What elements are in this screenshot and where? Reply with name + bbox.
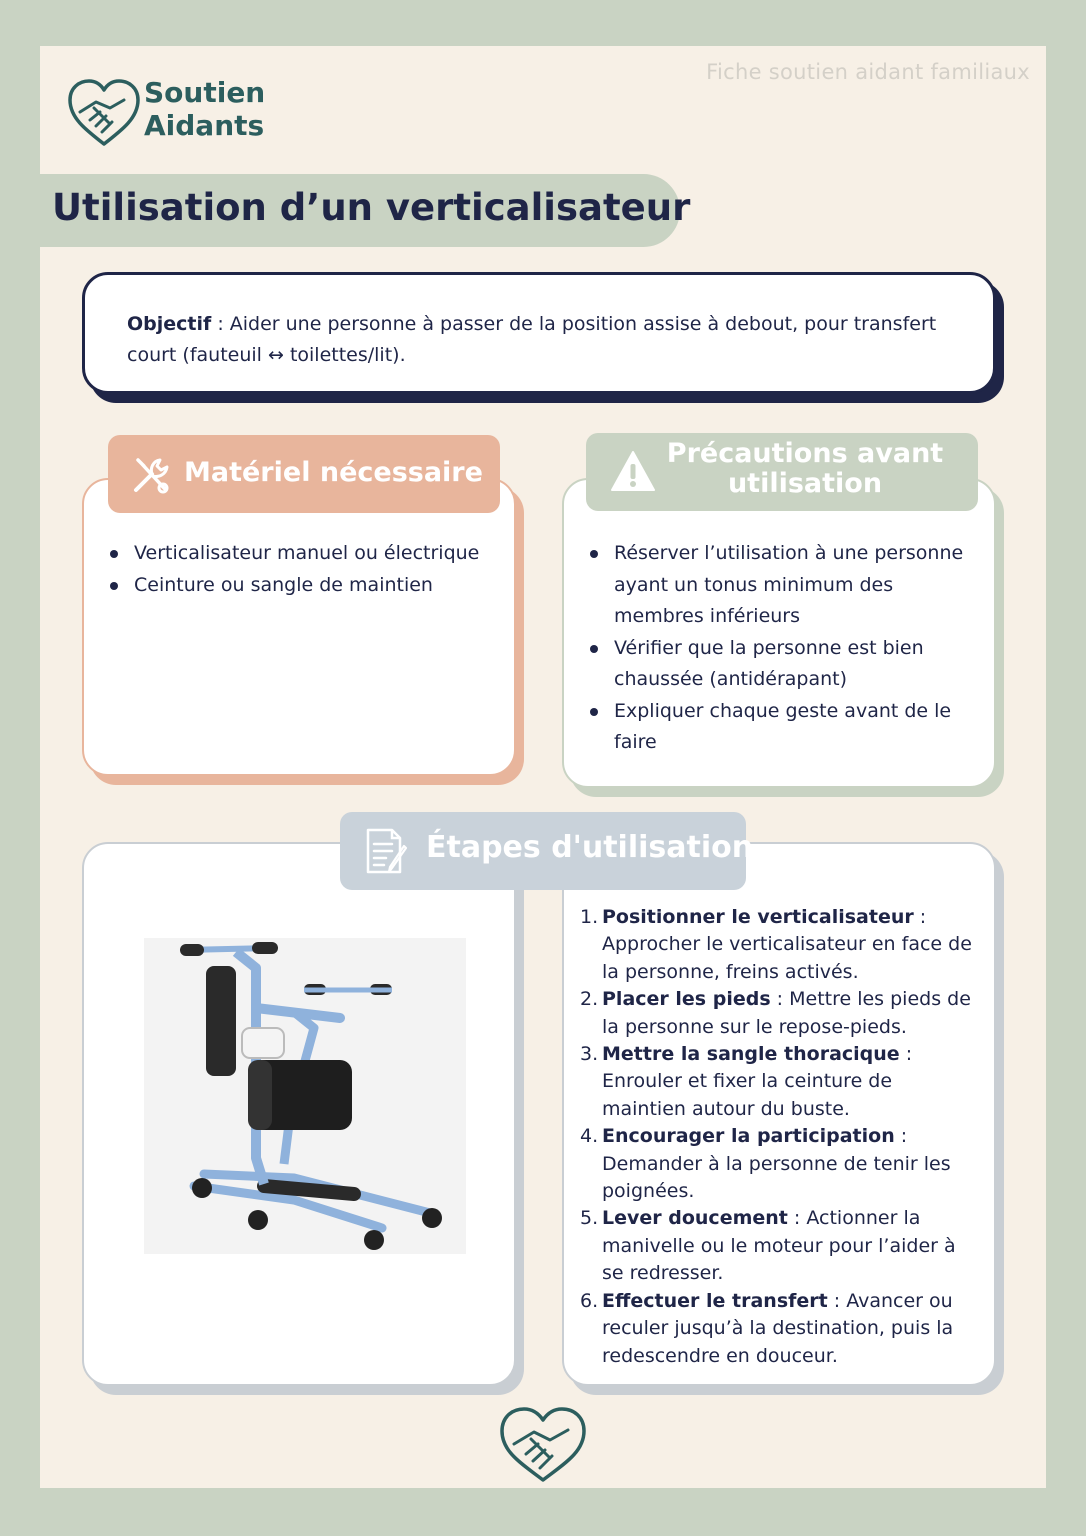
step-item: 5. Lever doucement : Actionner la manivelle ou le moteur pour l’aider à se redresser. [580,1207,956,1285]
step-item: 1. Positionner le verticalisateur : Approcher le verticalisateur en face de la personne, freins activés. [580,906,972,983]
materiel-header [108,435,500,513]
image-card [82,842,516,1386]
brand-logo [66,76,326,146]
verticalisateur-image [144,938,466,1254]
warning-icon [610,450,656,492]
tools-icon [130,454,172,496]
precautions-header [586,433,978,511]
precautions-list [586,538,981,759]
objective-body: : Aider une personne à passer de la position assise à debout, pour transfert court (fauteuil ↔ toilettes/lit). [127,313,937,366]
heart-handshake-icon [66,78,142,148]
materiel-title: Matériel nécessaire [184,457,483,488]
brand-name-line2: Aidants [144,109,265,142]
objective-text [127,309,953,371]
brand-name-line1: Soutien [144,76,266,109]
list-item: Ceinture ou sangle de maintien [106,570,496,602]
list-item: Verticalisateur manuel ou électrique [106,538,496,570]
objective-label: Objectif [127,313,212,335]
list-item: Vérifier que la personne est bien chaussée (antidérapant) [586,633,981,696]
step-item: 2. Placer les pieds : Mettre les pieds de la personne sur le repose-pieds. [580,988,971,1038]
precautions-title: Précautions avant utilisation [666,438,944,499]
step-item: 4. Encourager la participation : Demander à la personne de tenir les poignées. [580,1125,951,1203]
checklist-icon [362,826,410,876]
page-title: Utilisation d’un verticalisateur [52,186,691,229]
list-item: Réserver l’utilisation à une personne ayant un tonus minimum des membres inférieurs [586,538,981,633]
title-band [40,174,691,247]
materiel-list [106,538,496,601]
heart-handshake-icon [498,1406,588,1484]
fiche-sheet [40,46,1046,1488]
steps-list [580,904,978,1370]
steps-card [562,842,996,1386]
steps-header [340,812,754,890]
precautions-card [562,478,996,788]
list-item: Expliquer chaque geste avant de le faire [586,696,981,759]
step-item: 6. Effectuer le transfert : Avancer ou reculer jusqu’à la destination, puis la redescendre en douceur. [580,1289,954,1367]
objective-card [82,272,996,394]
step-item: 3. Mettre la sangle thoracique : Enrouler et fixer la ceinture de maintien autour du buste. [580,1043,913,1120]
materiel-card [82,478,516,776]
steps-title: Étapes d'utilisation [426,830,754,865]
header-note: Fiche soutien aidant familiaux [706,60,1030,84]
